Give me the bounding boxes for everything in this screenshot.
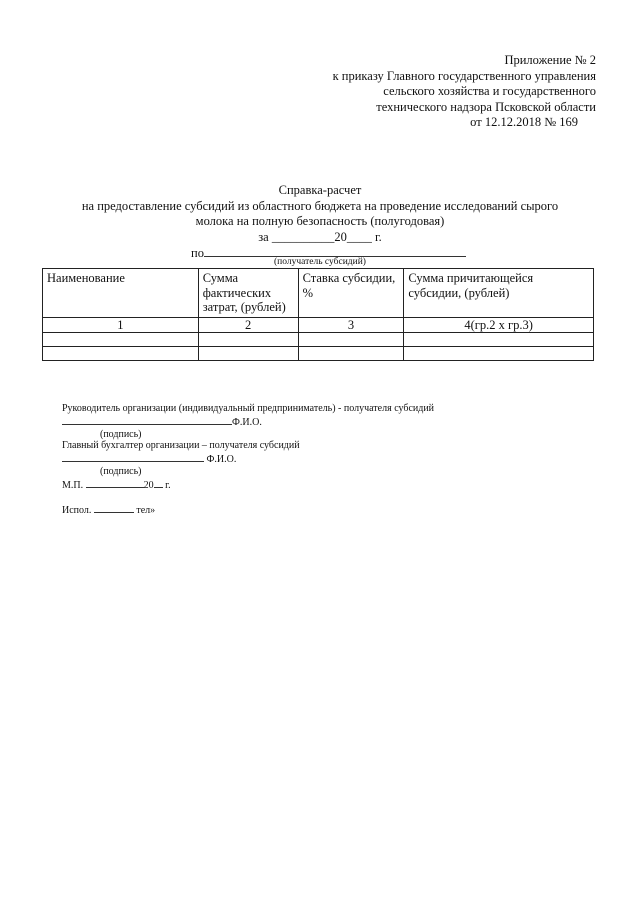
signature-blank bbox=[62, 415, 232, 425]
table-cell bbox=[298, 346, 404, 360]
executor-blank bbox=[94, 503, 134, 513]
appendix-header bbox=[333, 53, 596, 131]
appendix-order-date: от 12.12.2018 № 169 bbox=[470, 115, 578, 129]
table-cell bbox=[43, 346, 199, 360]
table-cell bbox=[404, 332, 594, 346]
signature-blank bbox=[62, 452, 204, 462]
phone-label: тел» bbox=[133, 504, 156, 516]
spacer bbox=[62, 492, 434, 503]
accountant-signature-caption: (подпись) bbox=[100, 465, 142, 477]
appendix-order-line: к приказу Главного государственного управления bbox=[332, 68, 596, 83]
signature-block bbox=[62, 403, 434, 516]
table-cell bbox=[298, 332, 404, 346]
table-cell bbox=[198, 332, 298, 346]
document-subtitle-line: на предоставление субсидий из областного бюджета на проведение исследований сырого bbox=[81, 198, 559, 213]
appendix-order-line: сельского хозяйства и государственного bbox=[383, 84, 596, 98]
head-signature-line bbox=[62, 415, 434, 429]
accountant-signature-line bbox=[62, 452, 434, 466]
column-number: 3 bbox=[298, 317, 404, 332]
table-row bbox=[43, 332, 594, 346]
document-subtitle-line: молока на полную безопасность (полугодовая) bbox=[195, 214, 445, 228]
head-fio-label: Ф.И.О. bbox=[232, 416, 262, 428]
year-suffix: г. bbox=[162, 479, 171, 491]
stamp-date-line bbox=[62, 478, 434, 492]
table-row bbox=[43, 346, 594, 360]
head-signature-caption: (подпись) bbox=[100, 428, 142, 440]
stamp-label: М.П. bbox=[62, 479, 86, 491]
head-title: Руководитель организации (индивидуальный предприниматель) - получателя субсидий bbox=[62, 403, 435, 414]
column-number-row bbox=[43, 317, 594, 332]
executor-line bbox=[62, 503, 434, 517]
column-header-actual-costs: Сумма фактических затрат, (рублей) bbox=[198, 269, 298, 318]
document-title-block bbox=[40, 183, 600, 245]
column-number: 4(гр.2 х гр.3) bbox=[404, 317, 594, 332]
table-cell bbox=[404, 346, 594, 360]
accountant-fio-label: Ф.И.О. bbox=[206, 454, 237, 466]
column-number: 1 bbox=[43, 317, 199, 332]
calculation-table bbox=[42, 268, 594, 361]
recipient-caption: (получатель субсидий) bbox=[274, 257, 366, 267]
column-header-subsidy-rate: Ставка субсидии, % bbox=[298, 269, 404, 318]
table-cell bbox=[43, 332, 199, 346]
recipient-prefix: по bbox=[191, 246, 204, 260]
appendix-order-line: технического надзора Псковской области bbox=[376, 99, 596, 114]
date-blank bbox=[86, 478, 144, 488]
column-number: 2 bbox=[198, 317, 298, 332]
recipient-blank bbox=[204, 245, 466, 257]
year-prefix: 20 bbox=[143, 479, 154, 491]
report-period: за __________20____ г. bbox=[258, 229, 382, 244]
appendix-number: Приложение № 2 bbox=[504, 53, 596, 67]
document-title: Справка-расчет bbox=[278, 183, 362, 197]
executor-label: Испол. bbox=[62, 504, 94, 516]
table-header-row bbox=[43, 269, 594, 318]
column-header-name: Наименование bbox=[43, 269, 199, 318]
year-blank bbox=[154, 478, 163, 488]
table-cell bbox=[198, 346, 298, 360]
accountant-title: Главный бухгалтер организации – получателя субсидий bbox=[62, 440, 300, 452]
column-header-subsidy-amount: Сумма причитающейся субсидии, (рублей) bbox=[404, 269, 594, 318]
